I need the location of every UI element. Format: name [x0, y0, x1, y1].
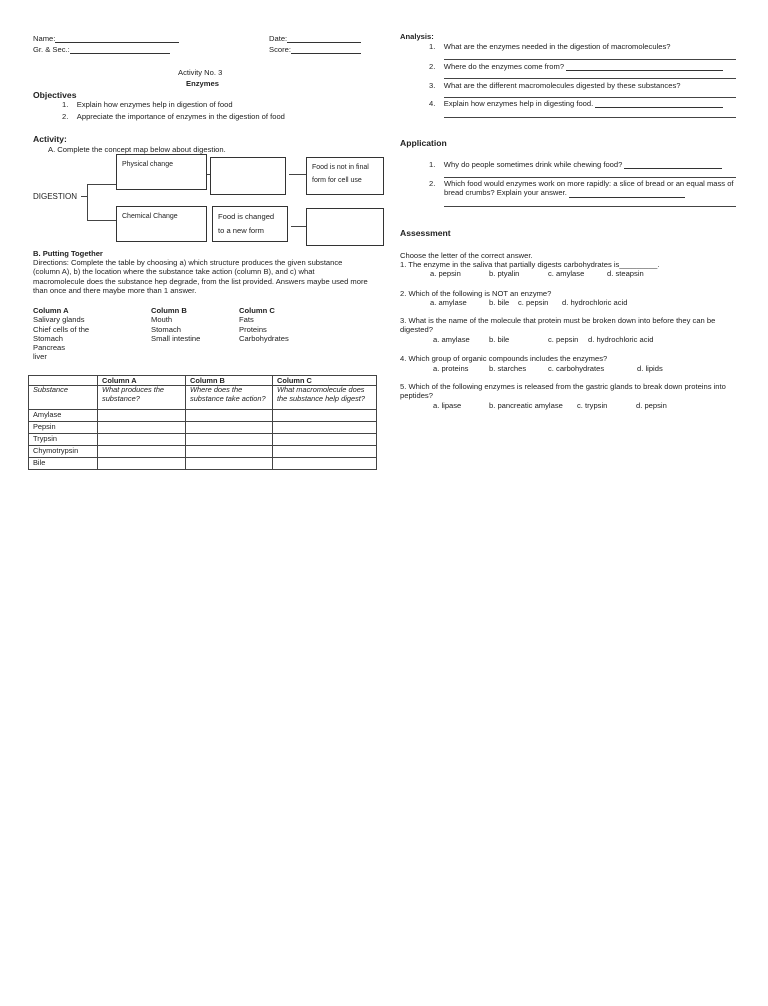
analysis-item: 2. Where do the enzymes come from?: [429, 62, 723, 71]
substance-cell: Trypsin: [29, 434, 98, 446]
grade-label: Gr. & Sec.:: [33, 45, 70, 54]
answer-cell[interactable]: [186, 410, 273, 422]
option[interactable]: b. bile: [489, 335, 510, 344]
answer-box-1[interactable]: [210, 157, 286, 195]
choice-item: Pancreas: [33, 343, 66, 352]
application-heading: Application: [400, 138, 447, 148]
connector: [87, 184, 116, 185]
part-b-heading: B. Putting Together: [33, 249, 103, 258]
enzyme-table: [28, 375, 377, 470]
choice-item: Mouth: [151, 315, 173, 325]
choice-item: liver: [33, 352, 47, 362]
option[interactable]: d. pepsin: [636, 401, 667, 410]
connector: [87, 220, 116, 221]
answer-cell[interactable]: [273, 434, 377, 446]
analysis-item: 4. Explain how enzymes help in digesting food.: [429, 99, 723, 108]
option[interactable]: c. pepsin: [518, 298, 549, 307]
table-subheader-row: [29, 386, 377, 410]
table-subheader-cell: Substance: [29, 386, 98, 410]
answer-cell[interactable]: [98, 434, 186, 446]
score-field[interactable]: [269, 45, 361, 54]
choice-column-b: Column B Mouth Stomach Small intestine: [151, 306, 201, 343]
question-1: 1. The enzyme in the saliva that partially digests carbohydrates is_________.: [400, 260, 660, 269]
answer-line[interactable]: [444, 117, 736, 118]
option[interactable]: d. hydrochloric acid: [588, 335, 654, 344]
option[interactable]: a. proteins: [433, 364, 469, 373]
application-item: 1. Why do people sometimes drink while chewing food?: [429, 160, 722, 169]
answer-cell[interactable]: [186, 434, 273, 446]
table-row: [29, 410, 377, 422]
choice-column-c: Column C Fats Proteins Carbohydrates: [239, 306, 289, 343]
analysis-item: 1. What are the enzymes needed in the digestion of macromolecules?: [429, 42, 671, 51]
answer-cell[interactable]: [98, 446, 186, 458]
choice-item: Fats: [239, 315, 254, 325]
option[interactable]: a. amylase: [430, 298, 467, 307]
answer-cell[interactable]: [273, 422, 377, 434]
choice-item: Chief cells of the: [33, 324, 90, 334]
grade-field[interactable]: [33, 45, 170, 54]
assessment-instruction: Choose the letter of the correct answer.: [400, 251, 533, 260]
options-5: [433, 401, 667, 410]
activity-number: Activity No. 3: [178, 68, 223, 77]
table-subheader-cell: What produces the substance?: [98, 386, 186, 410]
options-4: [433, 364, 663, 373]
option[interactable]: c. trypsin: [577, 401, 608, 410]
answer-cell[interactable]: [273, 458, 377, 470]
choice-item: Proteins: [239, 324, 267, 334]
analysis-item: 3. What are the different macromolecules digested by these substances?: [429, 81, 681, 90]
choice-item: Carbohydrates: [239, 333, 289, 343]
options-3: [433, 335, 653, 344]
analysis-heading: Analysis:: [400, 32, 434, 41]
objective-item: 2. Appreciate the importance of enzymes in the digestion of food: [62, 112, 285, 121]
date-label: Date:: [269, 34, 288, 43]
name-field[interactable]: [33, 34, 179, 43]
answer-cell[interactable]: [186, 422, 273, 434]
activity-heading: Activity:: [33, 134, 67, 144]
application-question: Which food would enzymes work on more rapidly: a slice of bread or an equal mass of bread crumbs? Explain your answer.: [444, 179, 734, 198]
page-title: Enzymes: [186, 79, 219, 88]
substance-cell: Amylase: [29, 410, 98, 422]
objectives-heading: Objectives: [33, 90, 77, 100]
connector: [87, 184, 88, 220]
table-row: [29, 434, 377, 446]
answer-line[interactable]: [444, 177, 736, 178]
answer-cell[interactable]: [273, 446, 377, 458]
table-header-cell: Column B: [186, 376, 273, 386]
connector: [291, 226, 306, 227]
answer-cell[interactable]: [98, 458, 186, 470]
options-2: [430, 298, 627, 307]
chemical-change-box: Chemical Change: [116, 206, 207, 242]
table-header-cell: Column C: [273, 376, 377, 386]
concept-root: DIGESTION: [33, 192, 78, 201]
assessment-heading: Assessment: [400, 228, 451, 238]
answer-cell[interactable]: [98, 422, 186, 434]
answer-line[interactable]: [444, 206, 736, 207]
answer-cell[interactable]: [273, 410, 377, 422]
table-row: [29, 446, 377, 458]
table-subheader-cell: What macromolecule does the substance help digest?: [273, 386, 377, 410]
option[interactable]: a. pepsin: [430, 269, 461, 278]
part-a-instruction: A. Complete the concept map below about digestion.: [48, 145, 226, 154]
answer-cell[interactable]: [98, 410, 186, 422]
answer-box-2[interactable]: [306, 208, 384, 246]
question-3: 3. What is the name of the molecule that protein must be broken down into before they can be digested?: [400, 316, 716, 335]
substance-cell: Bile: [29, 458, 98, 470]
option[interactable]: b. ptyalin: [489, 269, 520, 278]
option[interactable]: d. steapsin: [607, 269, 644, 278]
substance-cell: Pepsin: [29, 422, 98, 434]
choice-item: Stomach: [33, 333, 63, 343]
option[interactable]: b. pancreatic amylase: [489, 401, 563, 410]
question-4: 4. Which group of organic compounds includes the enzymes?: [400, 354, 608, 363]
answer-line[interactable]: [444, 59, 736, 60]
option[interactable]: d. hydrochloric acid: [562, 298, 628, 307]
option[interactable]: d. lipids: [637, 364, 663, 373]
application-number: 2.: [429, 179, 436, 188]
table-row: [29, 422, 377, 434]
choice-item: Salivary glands: [33, 315, 85, 325]
question-5: 5. Which of the following enzymes is released from the gastric glands to break down proteins into peptides?: [400, 382, 726, 401]
table-row: [29, 458, 377, 470]
option[interactable]: b. bile: [489, 298, 510, 307]
physical-change-box: Physical change: [116, 154, 207, 190]
option[interactable]: c. pepsin: [548, 335, 579, 344]
choice-column-a: Column A Salivary glands Chief cells of the Stomach Pancreas liver: [33, 306, 90, 362]
substance-cell: Chymotrypsin: [29, 446, 98, 458]
part-b-directions: Directions: Complete the table by choosing a) which structure produces the given substance (column A), b) the location where the substance take action (column B), and c) what macromolecule does the substance hep degrade, from the list provided. Answers maybe used more than once and there maybe more than 1 answer.: [33, 258, 368, 295]
table-subheader-cell: Where does the substance take action?: [186, 386, 273, 410]
option[interactable]: a. lipase: [433, 401, 462, 410]
option[interactable]: a. amylase: [433, 335, 470, 344]
option[interactable]: b. starches: [489, 364, 527, 373]
chemical-result-box: Food is changed to a new form: [212, 206, 288, 242]
answer-cell[interactable]: [186, 458, 273, 470]
question-2: 2. Which of the following is NOT an enzyme?: [400, 289, 552, 298]
option[interactable]: c. carbohydrates: [548, 364, 605, 373]
choice-item: Stomach: [151, 324, 181, 334]
table-header-cell: [29, 376, 98, 386]
physical-result-box: Food is not in final form for cell use: [306, 157, 384, 195]
choice-item: Small intestine: [151, 333, 201, 343]
answer-line[interactable]: [444, 78, 736, 79]
connector: [289, 174, 306, 175]
options-1: [430, 269, 644, 278]
score-label: Score:: [269, 45, 291, 54]
table-header-row: [29, 376, 377, 386]
answer-line[interactable]: [444, 97, 736, 98]
table-header-cell: Column A: [98, 376, 186, 386]
name-label: Name:: [33, 34, 56, 43]
date-field[interactable]: [269, 34, 361, 43]
answer-cell[interactable]: [186, 446, 273, 458]
option[interactable]: c. amylase: [548, 269, 585, 278]
objective-item: 1. Explain how enzymes help in digestion of food: [62, 100, 233, 109]
